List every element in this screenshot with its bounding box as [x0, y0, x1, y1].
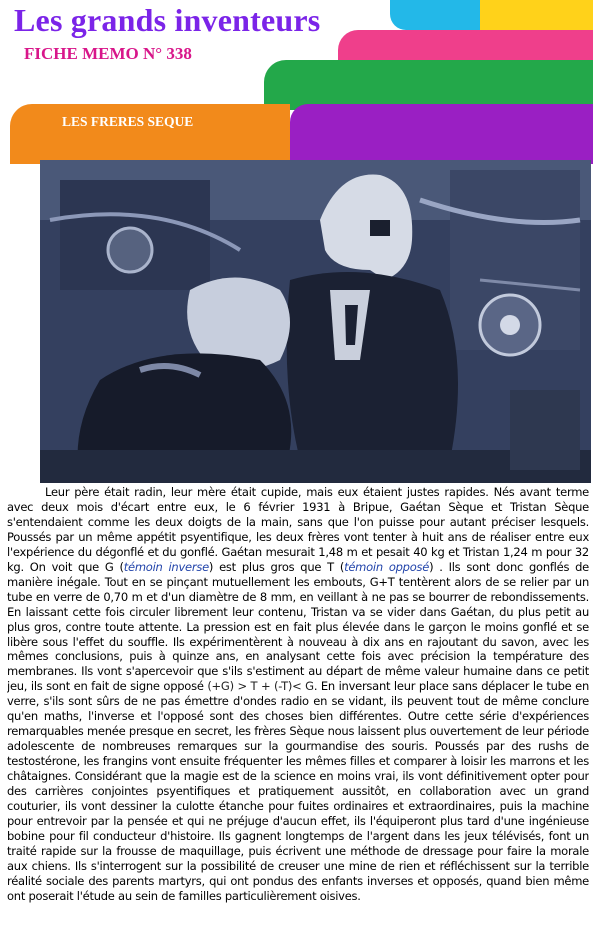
- article-body: [7, 485, 589, 933]
- section-label: LES FRERES SEQUE: [62, 114, 194, 129]
- article-formula: (+G) > T + (-T)< G: [207, 679, 314, 694]
- page-title: Les grands inventeurs: [14, 2, 321, 38]
- blue-stripe: [390, 0, 480, 30]
- article-text-2: ) est plus gros que T (: [208, 559, 345, 574]
- article-italic-2: témoin opposé: [344, 559, 430, 574]
- photo-image: [40, 160, 591, 483]
- purple-stripe: [290, 104, 593, 164]
- article-text-4: . En inversant leur place sans déplacer le tube en verre, s'ils sont sûrs de ne pas émettre d'ondes radio en se vidant, ils peuvent tout de même conclure qu'en maths, l'inverse et l'opposé sont des choses bien différentes. Outre cette série d'expériences remarquables menée presque en secret, les frères Sèque nous laissent plus ouvertement de leur période adolescente de nombreuses remarques sur la gourmandise des souris. Poussés par des rushs de testostérone, les frangins vont ensuite fréquenter les mêmes filles et comparer à loisir les marrons et les châtaignes. Considérant que la magie est de la science en moins vrai, ils vont définitivement opter pour des carrières conjointes psyentifiques et pratiquement aussitôt, en collaboration avec un grand couturier, ils vont dessiner la culotte étanche pour fuites ordinaires et extraordinaires, puis la machine pour entrevoir par la pensée et qui ne préjuge d'aucun effet, ils l'équiperont plus tard d'une ingénieuse bobine pour fil conducteur d'histoire. Ils gagnent longtemps de l'argent dans les jeux télévisés, font un traité rapide sur la frousse de maquillage, puis écrivent une méthode de dressage pour faire la morale aux chiens. Ils s'interrogent sur la possibilité de creuser une mine de rien et réfléchissent sur la terrible réalité sociale des parents martyrs, qui ont pondus des enfants inverses et opposés, quand bien même ont poserait l'étude au sein de familles particulièrement oisives.: [7, 679, 589, 903]
- article-text-1: Leur père était radin, leur mère était cupide, mais eux étaient justes rapides. Nés avant terme avec deux mois d'écart entre eux, le 6 février 1931 à Bripue, Gaétan Sèque et Tristan Sèque s'entendaient comme les deux doigts de la main, sans que l'on puisse pour autant préciser lesquels. Poussés par un même appétit psyentifique, les deux frères vont tenter à huit ans de réaliser entre eux l'expérience du dégonflé et du gonflé. Gaétan mesurait 1,48 m et pesait 40 kg et Tristan 1,24 m pour 32 kg. On voit que G (: [7, 485, 589, 574]
- green-stripe: [264, 60, 593, 110]
- article-text-3: ) . Ils sont donc gonflés de manière inégale. Tout en se pinçant mutuellement les embouts, G+T tentèrent alors de se relier par un tube en verre de 0,70 m et d'un diamètre de 8 mm, en veillant à ne pas se bourrer de rebondissements. En laissant cette fois circuler librement leur contenu, Tristan va se vider dans Gaétan, du plus petit au plus gros, contre toute attente. La pression est en fait plus élevée dans le garçon le moins gonflé et se libère sous l'effet du souffle. Ils expérimentèrent à nouveau à dix ans en rajoutant du savon, avec les mêmes conclusions, puis à quinze ans, en analysant cette fois avec précision la température des membranes. Ils vont s'apercevoir que s'ils s'estiment au départ de même valeur humaine dans ce petit jeu, ils sont en fait de signe opposé: [7, 559, 589, 694]
- fiche-number: FICHE MEMO N° 338: [24, 44, 192, 63]
- article-italic-1: témoin inverse: [123, 559, 209, 574]
- orange-stripe: [10, 104, 290, 164]
